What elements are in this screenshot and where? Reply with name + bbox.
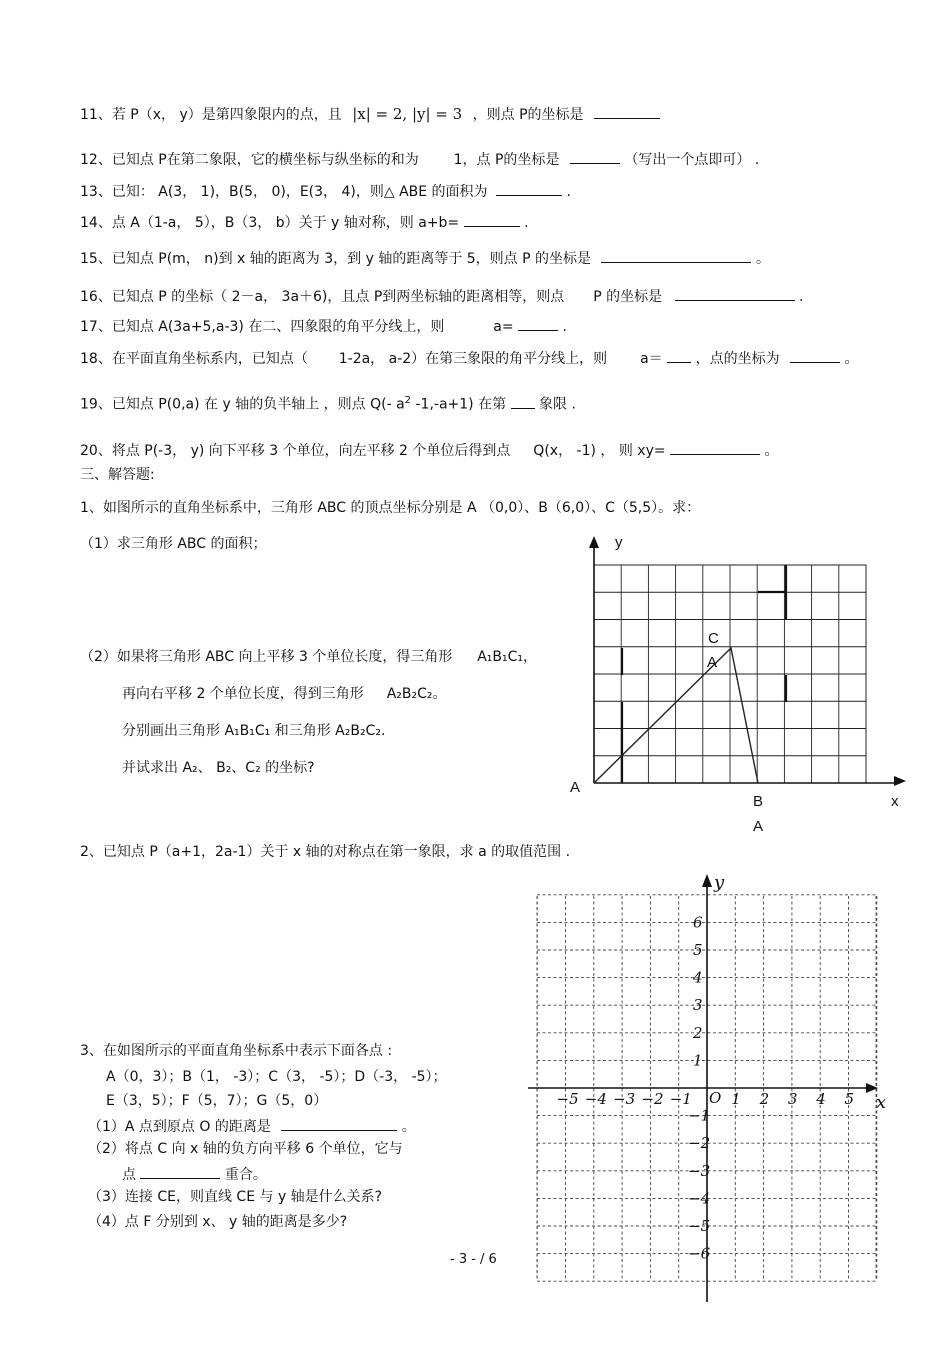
q14-text-a: 14、点 A（1-a， 5），B（3， b）关于 y 轴对称，则 a+b=: [80, 215, 460, 231]
problem-3-points-1: A（0，3）；B（1， -3）；C（3， -5）；D（-3， -5）；: [106, 1069, 447, 1085]
q13-answer-blank[interactable]: [496, 181, 562, 196]
fig2-y-tick: −6: [688, 1244, 711, 1263]
problem-3-part-4: （4）点 F 分别到 x、 y 轴的距离是多少?: [88, 1214, 348, 1230]
q18-a-blank[interactable]: [667, 348, 691, 363]
q16-text-a: 16、已知点 P 的坐标（ 2－a， 3a＋6)，且点 P到两坐标轴的距离相等，则点: [80, 289, 565, 305]
problem-1-part-1: （1）求三角形 ABC 的面积；: [80, 536, 267, 552]
q14-answer-blank[interactable]: [464, 212, 520, 227]
fig2-x-tick: −4: [584, 1090, 607, 1108]
fig1-y-arrow: [589, 536, 599, 548]
q12-text-b: 1，点 P的坐标是: [453, 152, 560, 168]
q15-answer-blank[interactable]: [601, 248, 751, 263]
q12-answer-blank[interactable]: [570, 149, 620, 164]
question-12: [80, 149, 759, 169]
triangle-grid-figure: [560, 530, 920, 830]
p1-s3-text-b: A₂B₂C₂。: [386, 686, 447, 702]
problem-1-part-2: [80, 648, 537, 666]
q11-text-a: 11、若 P（x， y）是第四象限内的点，且: [80, 107, 342, 123]
fig2-x-label: x: [876, 1092, 887, 1113]
fig2-y-tick: 6: [693, 913, 703, 932]
fig2-y-arrow: [702, 874, 712, 887]
q18-text-d: ，点的坐标为: [695, 351, 780, 367]
section-heading: 三、解答题:: [80, 467, 155, 483]
q17-text-b: a=: [493, 319, 514, 335]
fig2-x-tick: 2: [759, 1090, 770, 1108]
q18-text-e: 。: [844, 351, 859, 367]
q18-text-a: 18、在平面直角坐标系内，已知点（: [80, 351, 308, 367]
problem-3-intro: 3、在如图所示的平面直角坐标系中表示下面各点 :: [80, 1043, 393, 1059]
q15-text-b: 。: [755, 251, 770, 267]
fig2-x-tick: −2: [641, 1090, 664, 1108]
question-18: [80, 348, 858, 368]
fig2-x-tick: 1: [731, 1090, 741, 1108]
question-13: [80, 181, 571, 201]
q16-answer-blank[interactable]: [675, 286, 795, 301]
q19-text-b: -1,-a+1) 在第: [415, 396, 507, 413]
fig1-gridlines: [594, 565, 866, 783]
fig2-y-tick: 4: [693, 968, 703, 987]
q20-text-b: Q(x， -1) ， 则 xy=: [533, 443, 666, 459]
problem-1-part-2-line-2: [122, 685, 447, 703]
problem-1-intro: 1、如图所示的直角坐标系中，三角形 ABC 的顶点坐标分别是 A （0,0）、B（6,0）、C（5,5）。求：: [80, 500, 701, 516]
fig1-vertex-b-label: B: [753, 793, 764, 810]
q20-text-c: 。: [764, 443, 779, 459]
q19-text-c: 象限 .: [539, 396, 576, 413]
fig2-x-tick: −5: [556, 1090, 579, 1108]
problem-1-part-2-line-3: 分别画出三角形 A₁B₁C₁ 和三角形 A₂B₂C₂.: [122, 723, 386, 739]
fig1-x-arrow: [894, 776, 906, 786]
q13-text-a: 13、已知： A(3， 1)，B(5， 0)，E(3， 4)，则△ ABE 的面积为: [80, 184, 488, 200]
p3-s2-text-c: 重合。: [224, 1167, 267, 1183]
fig2-x-tick: −1: [669, 1090, 692, 1108]
q12-text-c: （写出一个点即可） .: [624, 152, 760, 168]
fig2-y-tick: −2: [688, 1134, 711, 1153]
fig1-vertex-a-label: A: [570, 779, 581, 796]
question-20: [80, 440, 779, 460]
page-footer: - 3 - / 6: [450, 1252, 497, 1267]
q11-text-b: ，则点 P的坐标是: [472, 107, 584, 123]
q20-text-a: 20、将点 P(-3， y) 向下平移 3 个单位，向左平移 2 个单位后得到点: [80, 443, 511, 459]
fig2-y-tick: 2: [693, 1023, 703, 1042]
fig2-x-tick: −3: [613, 1090, 636, 1108]
fig1-y-label: y: [615, 534, 623, 551]
problem-3-part-2: （2）将点 C 向 x 轴的负方向平移 6 个单位，它与: [88, 1141, 403, 1157]
q18-point-blank[interactable]: [790, 348, 840, 363]
q20-answer-blank[interactable]: [670, 440, 760, 455]
p3-s1-text-b: 。: [401, 1119, 416, 1135]
p1-s2-text-b: A₁B₁C₁，: [477, 649, 538, 665]
problem-3-part-2-line-2: [122, 1164, 267, 1184]
fig2-x-tick: 3: [787, 1090, 798, 1108]
fig2-x-tick: 4: [816, 1090, 826, 1108]
fig2-x-tick: 5: [844, 1090, 855, 1108]
fig2-y-tick: −1: [688, 1106, 711, 1125]
coordinate-grid-figure: [520, 865, 900, 1310]
p1-s2-text-a: （2）如果将三角形 ABC 向上平移 3 个单位长度，得三角形: [80, 649, 453, 665]
q19-text-a: 19、已知点 P(0,a) 在 y 轴的负半轴上 ，则点 Q(- a: [80, 396, 405, 413]
q17-text-c: .: [562, 319, 567, 335]
q18-text-b: 1-2a， a-2）在第三象限的角平分线上，则: [338, 351, 608, 367]
question-17: [80, 316, 567, 336]
q17-answer-blank[interactable]: [518, 316, 558, 331]
fig2-y-tick: −4: [688, 1189, 711, 1208]
fig2-y-label: y: [714, 872, 725, 893]
fig2-y-tick: −3: [688, 1161, 711, 1180]
q14-text-b: .: [524, 215, 529, 231]
fig2-y-tick: 5: [693, 941, 703, 959]
question-19: [80, 392, 576, 414]
q15-text-a: 15、已知点 P(m， n)到 x 轴的距离为 3，到 y 轴的距离等于 5，则点 P 的坐标是: [80, 251, 592, 267]
question-15: [80, 248, 770, 268]
fig2-origin-label: O: [709, 1089, 722, 1107]
question-16: [80, 286, 803, 306]
q11-absolute-value-equation: |x| = 2, |y| = 3: [352, 105, 463, 123]
q13-text-b: .: [566, 184, 571, 200]
q19-superscript: 2: [404, 395, 412, 406]
fig2-x-tick-labels: [557, 1090, 855, 1108]
p3-s2-text-b: 点: [122, 1167, 136, 1183]
problem-3-part-1: [88, 1116, 416, 1136]
problem-2: 2、已知点 P（a+1，2a-1）关于 x 轴的对称点在第一象限，求 a 的取值范围 .: [80, 844, 571, 860]
p3-s2-answer-blank[interactable]: [140, 1164, 220, 1179]
q11-answer-blank[interactable]: [594, 104, 660, 119]
q16-text-b: P 的坐标是: [593, 289, 663, 305]
fig1-x-label: x: [891, 793, 899, 810]
problem-1-part-2-line-4: 并试求出 A₂、 B₂、C₂ 的坐标?: [122, 760, 315, 776]
problem-3-points-2: E（3，5）；F（5，7）；G（5，0）: [106, 1093, 328, 1109]
fig2-y-tick: −5: [688, 1217, 711, 1235]
p3-s1-text-a: （1）A 点到原点 O 的距离是: [88, 1119, 271, 1135]
p3-s1-answer-blank[interactable]: [281, 1116, 397, 1131]
fig1-bottom-a-label: A: [753, 818, 764, 835]
q12-text-a: 12、已知点 P在第二象限，它的横坐标与纵坐标的和为: [80, 152, 419, 168]
p1-s3-text-a: 再向右平移 2 个单位长度，得到三角形: [122, 686, 364, 702]
fig2-y-tick: 1: [693, 1051, 703, 1070]
problem-3-part-3: （3）连接 CE，则直线 CE 与 y 轴是什么关系?: [88, 1189, 383, 1205]
q18-text-c: a＝: [640, 351, 663, 367]
fig1-vertex-a-mid-label: A: [707, 654, 718, 671]
fig2-y-tick: 3: [693, 996, 703, 1015]
q19-answer-blank[interactable]: [511, 394, 535, 409]
q17-text-a: 17、已知点 A(3a+5,a-3) 在二、四象限的角平分线上，则: [80, 319, 445, 335]
q16-text-c: .: [799, 289, 804, 305]
fig1-vertex-c-label: C: [708, 630, 719, 647]
question-11: [80, 104, 660, 124]
question-14: [80, 212, 529, 232]
